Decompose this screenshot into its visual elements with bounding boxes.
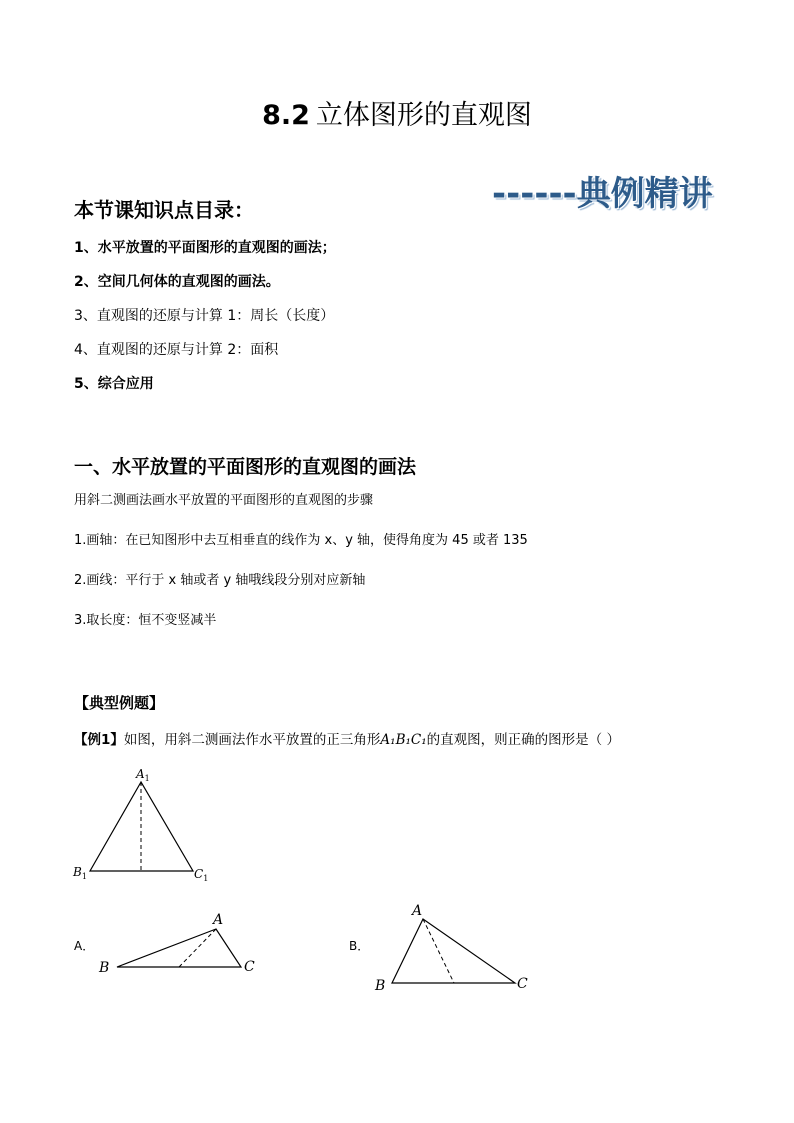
- examples-heading: 【典型例题】: [74, 694, 165, 712]
- option-b-label-B: B: [375, 978, 386, 994]
- example-1-text-before: 如图，用斜二测画法作水平放置的正三角形: [123, 732, 381, 748]
- example-1-math: A₁B₁C₁: [380, 732, 427, 748]
- option-a-label-C: C: [244, 959, 255, 975]
- title-text: 立体图形的直观图: [315, 100, 532, 131]
- toc-item-5: 5、综合应用: [74, 376, 154, 392]
- option-b-figure: [370, 898, 540, 998]
- option-a-label-A: A: [213, 912, 224, 928]
- option-a-label-B: B: [99, 960, 110, 976]
- original-triangle-figure: [60, 760, 230, 885]
- step-1: 1.画轴：在已知图形中去互相垂直的线作为 x、y 轴，使得角度为 45 或者 135: [74, 533, 528, 548]
- option-b-triangle: [392, 919, 515, 983]
- step-2: 2.画线：平行于 x 轴或者 y 轴哦线段分别对应新轴: [74, 573, 366, 588]
- toc-item-2: 2、空间几何体的直观图的画法。: [74, 274, 280, 290]
- option-a-figure: [95, 905, 265, 980]
- option-b-label-A: A: [412, 903, 423, 919]
- label-A1: $A_1$: [136, 767, 150, 783]
- toc-item-1: 1、水平放置的平面图形的直观图的画法；: [74, 240, 336, 256]
- option-a-triangle: [117, 929, 241, 967]
- page-title: [0, 98, 794, 134]
- label-C1: $C_1$: [194, 867, 209, 883]
- example-1-question: [74, 731, 620, 749]
- toc-item-4: 4、直观图的还原与计算 2：面积: [74, 342, 279, 358]
- toc-item-3: 3、直观图的还原与计算 1：周长（长度）: [74, 308, 335, 324]
- section-heading: 一、水平放置的平面图形的直观图的画法: [74, 456, 417, 478]
- option-b-label-C: C: [517, 976, 528, 992]
- option-b-dashed-line: [423, 919, 454, 983]
- section-intro: 用斜二测画法画水平放置的平面图形的直观图的步骤: [74, 493, 374, 508]
- banner-text: ------典例精讲: [492, 174, 713, 214]
- example-1-text-after: 的直观图，则正确的图形是（ ）: [426, 732, 620, 748]
- toc-heading: 本节课知识点目录：: [74, 198, 254, 222]
- step-3: 3.取长度：恒不变竖减半: [74, 613, 217, 628]
- label-B1: $B_1$: [73, 865, 87, 881]
- option-b-label: B．: [349, 939, 370, 953]
- option-a-label: A．: [74, 939, 95, 953]
- title-number: 8.2: [262, 100, 310, 131]
- example-1-tag: 【例1】: [74, 732, 124, 748]
- option-a-dashed-line: [179, 929, 216, 967]
